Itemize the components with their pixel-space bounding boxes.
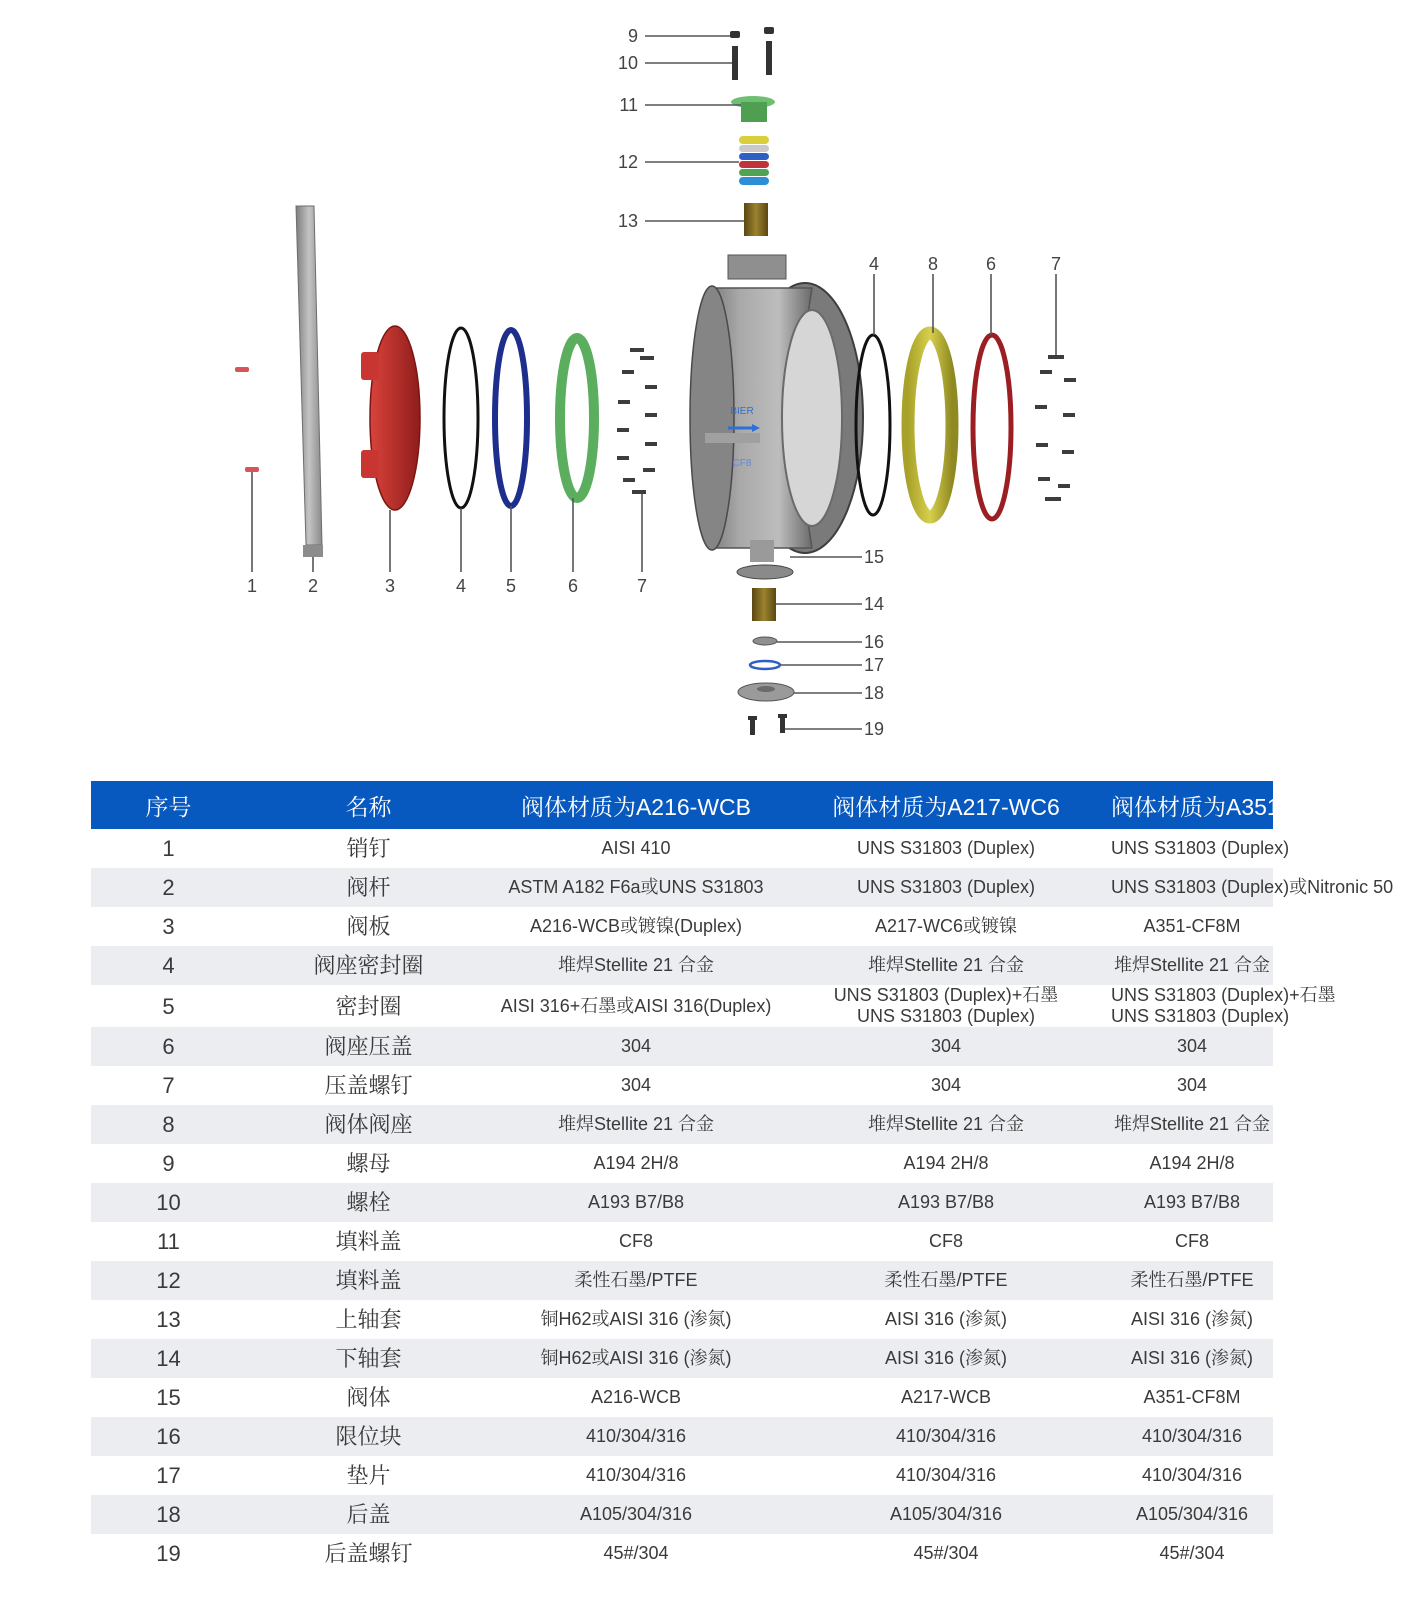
cell-cf8m: 410/304/316 <box>1111 1417 1273 1456</box>
cell-cf8m-line1: UNS S31803 (Duplex)+石墨 <box>1111 985 1336 1005</box>
cell-name: 螺母 <box>346 1151 391 1176</box>
table-row <box>91 1300 1273 1339</box>
part-7-gland-screws <box>617 348 657 494</box>
cell-cf8m: 柔性石墨/PTFE <box>1111 1261 1273 1300</box>
table-row <box>91 1417 1273 1456</box>
cell-wc6: 堆焊Stellite 21 合金 <box>781 946 1111 985</box>
body-marking-top: BIER <box>730 406 754 417</box>
cell-cf8m: A351-CF8M <box>1143 916 1241 936</box>
table-row <box>91 829 1273 868</box>
callout-7-right: 7 <box>1050 254 1062 274</box>
cell-wcb: A193 B7/B8 <box>491 1183 781 1222</box>
part-3-disc <box>361 326 420 510</box>
cell-no: 5 <box>162 993 175 1019</box>
cell-wc6: AISI 316 (渗氮) <box>781 1339 1111 1378</box>
table-row <box>91 1378 1273 1417</box>
part-2-stem <box>296 206 323 557</box>
cell-wc6 <box>781 985 1111 1027</box>
cell-name: 阀体 <box>346 1385 391 1410</box>
cell-no: 4 <box>91 946 246 985</box>
part-17-gasket <box>750 661 780 669</box>
part-15-valve-body <box>690 255 863 579</box>
cell-no: 18 <box>91 1495 246 1534</box>
callout-13: 13 <box>617 211 638 231</box>
cell-name: 阀座密封圈 <box>246 946 491 985</box>
callout-1: 1 <box>246 576 258 596</box>
cell-no: 3 <box>162 914 175 939</box>
cell-cf8m: A194 2H/8 <box>1149 1153 1235 1173</box>
cell-wc6: A194 2H/8 <box>903 1153 989 1173</box>
table-row <box>91 946 1273 985</box>
cell-wcb: A216-WCB <box>590 1387 682 1407</box>
cell-cf8m: UNS S31803 (Duplex)或Nitronic 50 <box>1111 868 1273 907</box>
part-12-packing-rings <box>739 136 769 185</box>
cell-name: 后盖 <box>246 1495 491 1534</box>
callout-7: 7 <box>636 576 648 596</box>
cell-cf8m <box>1111 985 1336 1027</box>
cell-wcb: 304 <box>491 1027 781 1066</box>
part-8-body-seat <box>908 333 952 517</box>
cell-wc6: AISI 316 (渗氮) <box>884 1309 1008 1329</box>
callout-19: 19 <box>864 719 885 739</box>
cell-cf8m: UNS S31803 (Duplex) <box>1111 838 1290 858</box>
cell-wcb: A216-WCB或镀镍(Duplex) <box>529 916 743 936</box>
cell-cf8m: 堆焊Stellite 21 合金 <box>1111 946 1273 985</box>
cell-wc6: 堆焊Stellite 21 合金 <box>781 1105 1111 1144</box>
part-7-gland-screws-right <box>1035 355 1076 501</box>
cell-name: 后盖螺钉 <box>324 1541 413 1566</box>
cell-wcb: 铜H62或AISI 316 (渗氮) <box>491 1339 781 1378</box>
callout-17: 17 <box>864 655 885 675</box>
cell-wc6: 45#/304 <box>913 1543 979 1563</box>
cell-wc6: UNS S31803 (Duplex) <box>781 868 1111 907</box>
cell-cf8m: 45#/304 <box>1159 1543 1225 1563</box>
callout-14: 14 <box>864 594 885 614</box>
callout-5: 5 <box>505 576 517 596</box>
table-row <box>91 1183 1273 1222</box>
cell-cf8m: CF8 <box>1174 1231 1209 1251</box>
cell-wc6: 410/304/316 <box>895 1465 997 1485</box>
cell-name: 阀座压盖 <box>246 1027 491 1066</box>
part-6-seat-gland-right <box>973 335 1011 519</box>
cell-no: 8 <box>91 1105 246 1144</box>
table-row <box>91 1261 1273 1300</box>
cell-wcb: A194 2H/8 <box>593 1153 679 1173</box>
callout-11: 11 <box>619 95 638 115</box>
cell-name: 上轴套 <box>335 1307 402 1332</box>
cell-wc6-line2: UNS S31803 (Duplex) <box>856 1006 1036 1026</box>
part-4-seat-seal-ring <box>444 328 478 508</box>
cell-no: 6 <box>91 1027 246 1066</box>
cell-cf8m: AISI 316 (渗氮) <box>1130 1309 1254 1329</box>
cell-wc6: 410/304/316 <box>781 1417 1111 1456</box>
cell-name: 限位块 <box>246 1417 491 1456</box>
part-16-stop-block <box>753 637 777 645</box>
part-11-packing-gland <box>731 96 775 122</box>
cell-wcb: AISI 316+石墨或AISI 316(Duplex) <box>500 995 772 1016</box>
table-row <box>91 1339 1273 1378</box>
cell-cf8m: A105/304/316 <box>1111 1495 1273 1534</box>
table-row <box>91 1222 1273 1261</box>
cell-wcb: 410/304/316 <box>585 1465 687 1485</box>
callout-10: 10 <box>617 53 638 73</box>
callout-6-right: 6 <box>985 254 997 274</box>
cell-no: 13 <box>156 1307 181 1332</box>
cell-wcb: A105/304/316 <box>491 1495 781 1534</box>
cell-wcb: AISI 410 <box>601 838 671 858</box>
cell-name: 螺栓 <box>246 1183 491 1222</box>
table-header-row <box>91 781 1273 829</box>
cell-wcb: 柔性石墨/PTFE <box>491 1261 781 1300</box>
callout-2: 2 <box>307 576 319 596</box>
cell-cf8m: AISI 316 (渗氮) <box>1111 1339 1273 1378</box>
cell-name: 密封圈 <box>335 993 402 1019</box>
callout-16: 16 <box>864 632 885 652</box>
part-9-nuts <box>730 27 774 38</box>
cell-name: 销钉 <box>346 836 391 861</box>
cell-wc6: CF8 <box>928 1231 963 1251</box>
cell-wcb: 铜H62或AISI 316 (渗氮) <box>540 1309 732 1329</box>
cell-no: 10 <box>91 1183 246 1222</box>
table-row <box>91 1495 1273 1534</box>
part-5-seal-ring <box>495 330 527 506</box>
callout-8: 8 <box>927 254 939 274</box>
cell-no: 9 <box>162 1151 175 1176</box>
header-wcb: 阀体材质为A216-WCB <box>491 781 781 829</box>
callout-18: 18 <box>864 683 885 703</box>
cell-name: 阀体阀座 <box>246 1105 491 1144</box>
cell-no: 11 <box>157 1229 180 1254</box>
cell-wc6: UNS S31803 (Duplex) <box>856 838 1036 858</box>
callout-6: 6 <box>567 576 579 596</box>
cell-no: 17 <box>156 1463 181 1488</box>
cell-cf8m: 410/304/316 <box>1141 1465 1243 1485</box>
cell-name: 填料盖 <box>335 1229 402 1254</box>
cell-no: 16 <box>91 1417 246 1456</box>
cell-cf8m: 304 <box>1176 1075 1208 1095</box>
cell-name: 压盖螺钉 <box>324 1073 413 1098</box>
callout-4: 4 <box>455 576 467 596</box>
cell-wcb: CF8 <box>618 1231 653 1251</box>
header-no: 序号 <box>91 781 246 829</box>
callout-3: 3 <box>384 576 396 596</box>
cell-no: 2 <box>91 868 246 907</box>
cell-wc6: 304 <box>781 1027 1111 1066</box>
cell-cf8m-line2: UNS S31803 (Duplex) <box>1111 1006 1290 1026</box>
cell-cf8m: 堆焊Stellite 21 合金 <box>1111 1105 1273 1144</box>
cell-name: 填料盖 <box>246 1261 491 1300</box>
cell-no: 7 <box>162 1073 175 1098</box>
cell-name: 阀杆 <box>246 868 491 907</box>
header-name: 名称 <box>246 781 491 829</box>
cell-wc6: 柔性石墨/PTFE <box>781 1261 1111 1300</box>
cell-wcb: ASTM A182 F6a或UNS S31803 <box>491 868 781 907</box>
cell-wc6: 304 <box>930 1075 962 1095</box>
table-row <box>91 985 1273 1027</box>
table-row <box>91 1066 1273 1105</box>
part-6-seat-gland <box>560 338 594 498</box>
table-row <box>91 907 1273 946</box>
table-row <box>91 868 1273 907</box>
cell-cf8m: A193 B7/B8 <box>1111 1183 1273 1222</box>
cell-no: 15 <box>156 1385 181 1410</box>
callout-9: 9 <box>627 26 638 46</box>
part-14-lower-bushing <box>752 588 776 621</box>
cell-wc6: A217-WC6或镀镍 <box>874 916 1018 936</box>
part-10-bolts <box>732 41 772 80</box>
callout-15: 15 <box>864 547 885 567</box>
cell-wcb: 堆焊Stellite 21 合金 <box>491 946 781 985</box>
part-13-upper-bushing <box>744 203 768 236</box>
table-row <box>91 1534 1273 1573</box>
cell-no: 1 <box>162 836 175 861</box>
table-row <box>91 1105 1273 1144</box>
cell-cf8m: 304 <box>1111 1027 1273 1066</box>
cell-no: 19 <box>156 1541 181 1566</box>
body-marking-bottom: CF8 <box>732 458 752 469</box>
part-1-pin <box>235 367 259 472</box>
table-row <box>91 1027 1273 1066</box>
cell-wc6: A193 B7/B8 <box>781 1183 1111 1222</box>
cell-wcb: 堆焊Stellite 21 合金 <box>491 1105 781 1144</box>
callout-12: 12 <box>617 152 638 172</box>
cell-wc6: A217-WCB <box>900 1387 992 1407</box>
header-cf8m: 阀体材质为A351-CF8M <box>1111 781 1273 829</box>
part-18-rear-cover <box>738 683 794 701</box>
cell-name: 垫片 <box>346 1463 391 1488</box>
cell-wc6-line1: UNS S31803 (Duplex)+石墨 <box>833 985 1059 1005</box>
cell-cf8m: A351-CF8M <box>1143 1387 1241 1407</box>
cell-wcb: 410/304/316 <box>491 1417 781 1456</box>
cell-wcb: 304 <box>620 1075 652 1095</box>
cell-no: 14 <box>91 1339 246 1378</box>
cell-no: 12 <box>91 1261 246 1300</box>
callout-4-right: 4 <box>868 254 880 274</box>
exploded-valve-diagram <box>0 0 1407 770</box>
table-row <box>91 1144 1273 1183</box>
table-row <box>91 1456 1273 1495</box>
cell-wcb: 45#/304 <box>603 1543 669 1563</box>
cell-wc6: A105/304/316 <box>781 1495 1111 1534</box>
part-19-rear-cover-screws <box>748 714 787 735</box>
cell-name: 阀板 <box>346 914 391 939</box>
materials-table <box>91 781 1394 1573</box>
header-wc6: 阀体材质为A217-WC6 <box>781 781 1111 829</box>
cell-name: 下轴套 <box>246 1339 491 1378</box>
